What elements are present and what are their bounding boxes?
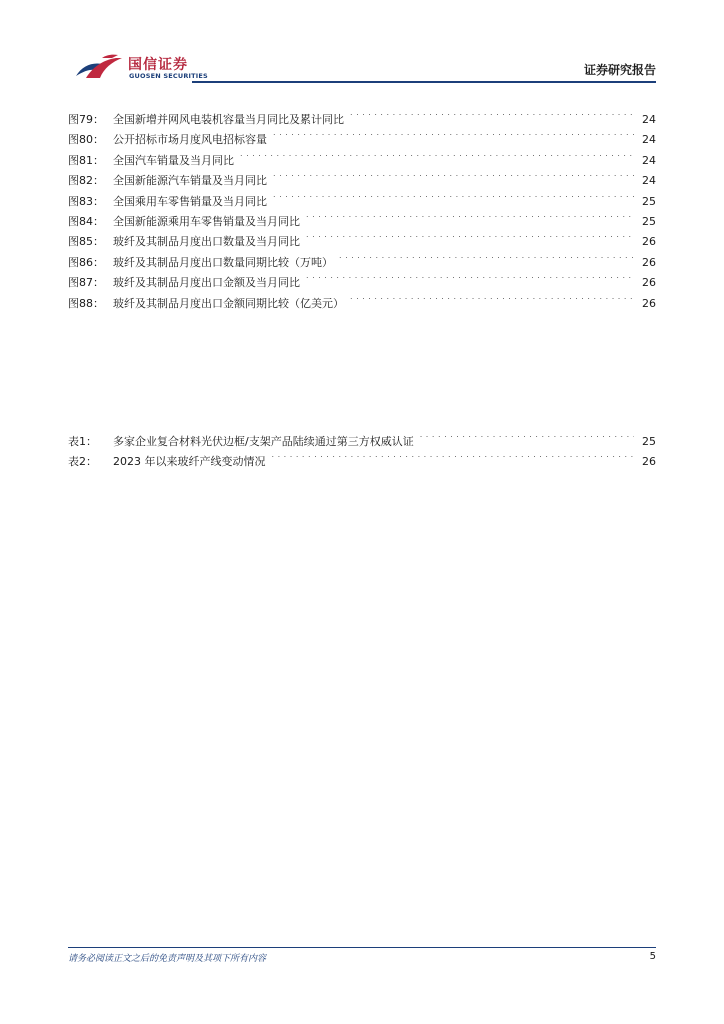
page-number: 5 [649, 951, 656, 962]
logo-english-name: GUOSEN SECURITIES [129, 72, 208, 80]
guosen-logo [72, 52, 212, 84]
page-header [68, 50, 656, 84]
figure-page-number: 24 [642, 174, 656, 188]
report-type-label: 证券研究报告 [583, 63, 656, 77]
table-label: 表1： [68, 435, 97, 448]
dot-leader [240, 144, 634, 164]
table-label: 表2： [68, 455, 97, 469]
logo-chinese-name: 国信证券 [128, 57, 188, 73]
figure-label: 图88： [68, 296, 104, 310]
figure-page-number: 24 [642, 153, 656, 167]
figure-title: 玻纤及其制品月度出口数量同期比较（万吨） [113, 255, 333, 269]
table-index-list [68, 425, 656, 469]
figure-title: 玻纤及其制品月度出口金额同期比较（亿美元） [113, 296, 344, 310]
dot-leader [273, 123, 634, 143]
figure-label: 图81： [68, 153, 104, 167]
figure-label: 图82： [68, 174, 104, 188]
table-page-number: 26 [642, 455, 656, 469]
footer-disclaimer: 请务必阅读正文之后的免责声明及其项下所有内容 [68, 954, 267, 964]
figure-title: 玻纤及其制品月度出口数量及当月同比 [113, 235, 300, 249]
figure-label: 图83： [68, 194, 104, 208]
dot-leader [306, 205, 634, 225]
figure-page-number: 25 [642, 214, 656, 228]
dot-leader [350, 103, 634, 123]
figure-page-number: 26 [642, 276, 656, 290]
figure-title: 玻纤及其制品月度出口金额及当月同比 [113, 276, 300, 290]
figure-label: 图80： [68, 133, 104, 147]
figure-title: 全国乘用车零售销量及当月同比 [113, 194, 267, 208]
dot-leader [339, 246, 634, 266]
figure-title: 全国汽车销量及当月同比 [113, 153, 234, 167]
figure-label: 图86： [68, 255, 104, 269]
table-entry[interactable] [68, 425, 656, 448]
dot-leader [272, 445, 635, 465]
figure-title: 公开招标市场月度风电招标容量 [113, 133, 267, 147]
guosen-logo-icon [72, 52, 124, 82]
dot-leader [420, 425, 634, 445]
figure-page-number: 25 [642, 194, 656, 208]
dot-leader [350, 287, 634, 307]
dot-leader [306, 225, 634, 245]
dot-leader [273, 185, 634, 205]
dot-leader [273, 164, 634, 184]
figure-page-number: 24 [642, 133, 656, 147]
figure-label: 图85： [68, 235, 104, 249]
table-title: 多家企业复合材料光伏边框/支架产品陆续通过第三方权威认证 [113, 435, 414, 448]
figure-label: 图87： [68, 276, 104, 290]
figure-title: 全国新能源汽车销量及当月同比 [113, 174, 267, 188]
figure-page-number: 24 [642, 113, 656, 126]
dot-leader [306, 266, 634, 286]
footer-divider [68, 947, 656, 948]
figure-page-number: 26 [642, 255, 656, 269]
figure-label: 图84： [68, 214, 104, 228]
figure-page-number: 26 [642, 235, 656, 249]
figure-index-list [68, 103, 656, 310]
figure-title: 全国新增并网风电装机容量当月同比及累计同比 [113, 113, 344, 126]
table-page-number: 25 [642, 435, 656, 448]
figure-label: 图79： [68, 113, 104, 126]
figure-page-number: 26 [642, 296, 656, 310]
header-divider [192, 81, 656, 83]
table-title: 2023 年以来玻纤产线变动情况 [113, 455, 266, 469]
figure-entry[interactable] [68, 103, 656, 126]
figure-title: 全国新能源乘用车零售销量及当月同比 [113, 214, 300, 228]
